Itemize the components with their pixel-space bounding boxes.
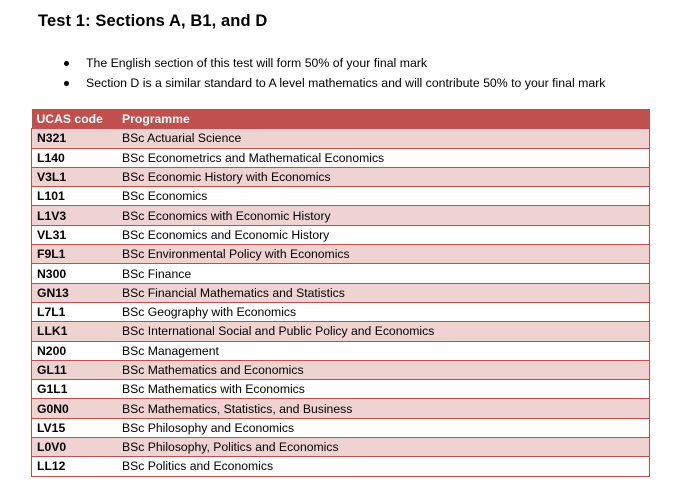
programme-table [31,109,650,477]
programme-cell: BSc Econometrics and Mathematical Economics [117,148,650,167]
programme-cell: BSc Management [117,341,650,360]
programme-cell: BSc Philosophy and Economics [117,418,650,437]
table-row [32,225,650,244]
ucas-code-cell: F9L1 [32,245,118,264]
table-row [32,187,650,206]
table-row [32,206,650,225]
bullet-item: Section D is a similar standard to A level mathematics and will contribute 50% to your final mark [62,74,605,94]
ucas-code-cell: LL12 [32,457,118,476]
ucas-code-cell: VL31 [32,225,118,244]
table-row [32,245,650,264]
programme-cell: BSc Mathematics and Economics [117,360,650,379]
table-row [32,360,650,379]
table-body [32,129,650,476]
table-row [32,438,650,457]
programme-cell: BSc Economic History with Economics [117,167,650,186]
programme-cell: BSc Actuarial Science [117,129,650,148]
table-row [32,264,650,283]
ucas-code-cell: GN13 [32,283,118,302]
programme-cell: BSc Financial Mathematics and Statistics [117,283,650,302]
ucas-code-cell: N200 [32,341,118,360]
table-row [32,283,650,302]
ucas-code-cell: L101 [32,187,118,206]
ucas-code-cell: L1V3 [32,206,118,225]
table-row [32,167,650,186]
programme-cell: BSc Economics [117,187,650,206]
ucas-code-cell: LV15 [32,418,118,437]
table-row [32,399,650,418]
header-programme: Programme [117,110,650,129]
ucas-code-cell: GL11 [32,360,118,379]
header-ucas-code: UCAS code [32,110,118,129]
ucas-code-cell: N321 [32,129,118,148]
programme-cell: BSc Environmental Policy with Economics [117,245,650,264]
ucas-code-cell: L140 [32,148,118,167]
programme-cell: BSc Philosophy, Politics and Economics [117,438,650,457]
programme-cell: BSc Mathematics, Statistics, and Business [117,399,650,418]
programme-cell: BSc Economics with Economic History [117,206,650,225]
table-row [32,148,650,167]
ucas-code-cell: G1L1 [32,380,118,399]
table-row [32,129,650,148]
table-row [32,457,650,476]
programme-cell: BSc Geography with Economics [117,302,650,321]
programme-cell: BSc Politics and Economics [117,457,650,476]
programme-cell: BSc Finance [117,264,650,283]
ucas-code-cell: LLK1 [32,322,118,341]
ucas-code-cell: V3L1 [32,167,118,186]
programme-cell: BSc Economics and Economic History [117,225,650,244]
programme-cell: BSc International Social and Public Policy and Economics [117,322,650,341]
table-row [32,380,650,399]
ucas-code-cell: L0V0 [32,438,118,457]
programme-cell: BSc Mathematics with Economics [117,380,650,399]
table-row [32,341,650,360]
page-title: Test 1: Sections A, B1, and D [38,12,268,30]
table-row [32,322,650,341]
table-header-row [32,110,650,129]
bullet-item: The English section of this test will form 50% of your final mark [62,54,605,74]
bullet-list [62,54,605,93]
table-row [32,302,650,321]
ucas-code-cell: G0N0 [32,399,118,418]
ucas-code-cell: L7L1 [32,302,118,321]
ucas-code-cell: N300 [32,264,118,283]
table-row [32,418,650,437]
